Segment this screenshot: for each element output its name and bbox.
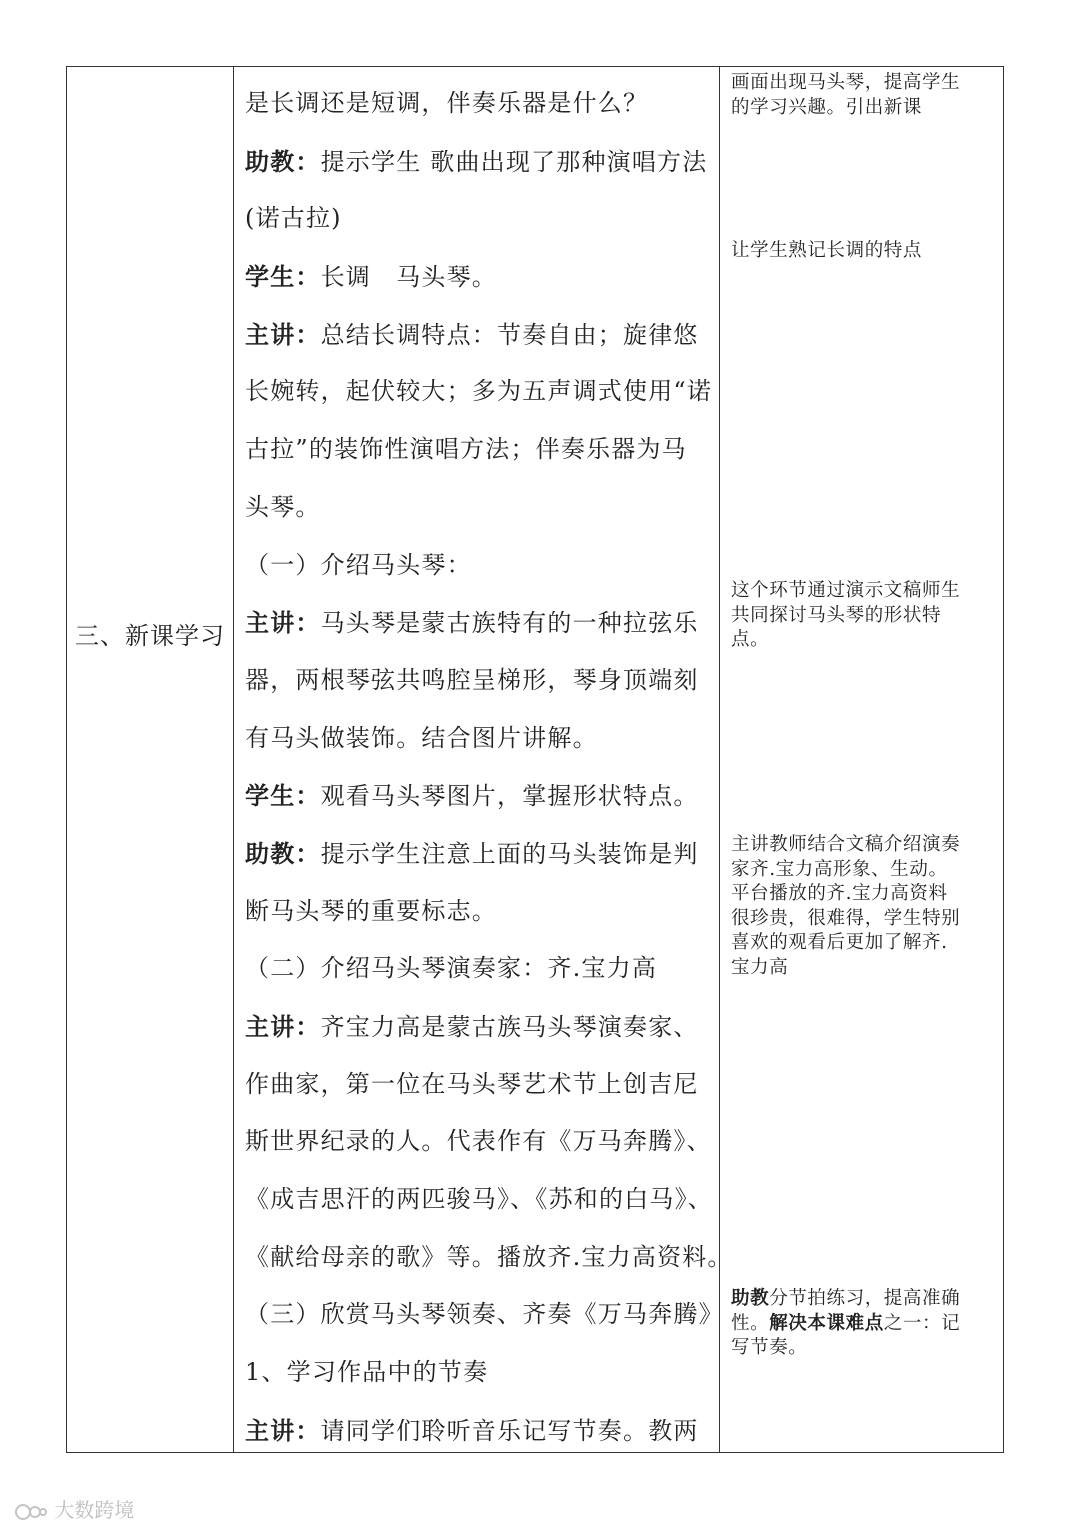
content-line	[245, 594, 715, 652]
content-text: （三）欣赏马头琴领奏、齐奏《万马奔腾》	[245, 1300, 724, 1329]
content-text: 断马头琴的重要标志。	[245, 896, 497, 925]
content-line	[245, 479, 715, 537]
content-line	[245, 190, 715, 248]
content-text: （二）介绍马头琴演奏家：齐.宝力高	[245, 954, 658, 983]
note-line	[731, 1336, 999, 1361]
speaker-label: 助教：	[245, 838, 321, 868]
content-line	[245, 767, 715, 825]
note-line: 画面出现马头琴，提高学生	[731, 72, 961, 93]
content-line	[245, 1171, 715, 1229]
content-line	[245, 421, 715, 479]
note-line	[731, 1287, 999, 1312]
content-line	[245, 652, 715, 710]
note-line: 宝力高	[731, 956, 789, 978]
note-text: 之一：记	[883, 1312, 961, 1334]
content-line	[245, 883, 715, 941]
content-line	[245, 1402, 715, 1460]
content-line	[245, 363, 715, 421]
content-text: 1、学习作品中的节奏	[245, 1358, 489, 1387]
watermark-logo-icon	[14, 1501, 48, 1523]
content-text: 请同学们聆听音乐记写节奏。教两	[320, 1416, 699, 1445]
content-line	[245, 1344, 715, 1402]
content-text: 长婉转，起伏较大；多为五声调式使用“诺	[245, 377, 713, 406]
content-line	[245, 75, 715, 133]
content-text: 是长调还是短调，伴奏乐器是什么？	[245, 89, 649, 117]
content-text: 提示学生注意上面的马头装饰是判	[320, 839, 699, 868]
content-text: 《成吉思汗的两匹骏马》、《苏和的白马》、	[245, 1185, 713, 1214]
note-1	[731, 71, 999, 120]
column-divider	[233, 67, 234, 1452]
content-text: 提示学生 歌曲出现了那种演唱方法	[320, 147, 708, 176]
note-line	[731, 1312, 999, 1337]
content-text: 斯世界纪录的人。代表作有《万马奔腾》、	[245, 1127, 712, 1156]
note-text: 分节拍练习，提高准确	[769, 1288, 961, 1309]
bold-text: 助教	[731, 1288, 770, 1309]
speaker-label: 学生：	[245, 781, 321, 811]
content-line	[245, 1229, 733, 1287]
speaker-label: 主讲：	[245, 1012, 321, 1041]
note-3	[731, 579, 999, 653]
note-4	[731, 833, 999, 980]
note-line: 平台播放的齐.宝力高资料	[731, 883, 948, 904]
content-line	[245, 998, 715, 1056]
content-text: （一）介绍马头琴：	[245, 550, 472, 579]
content-text: 齐宝力高是蒙古族马头琴演奏家、	[320, 1013, 699, 1041]
speaker-label: 主讲：	[245, 608, 321, 638]
content-text: 作曲家，第一位在马头琴艺术节上创吉尼	[245, 1069, 699, 1098]
note-line: 共同探讨马头琴的形状特	[731, 604, 942, 626]
note-line: 主讲教师结合文稿介绍演奏	[731, 834, 961, 855]
speaker-label: 主讲：	[245, 319, 321, 349]
content-text: 观看马头琴图片，掌握形状特点。	[320, 782, 699, 811]
content-line	[245, 248, 715, 306]
note-2	[731, 239, 999, 264]
note-line: 很珍贵，很难得，学生特别	[731, 907, 961, 929]
note-line: 让学生熟记长调的特点	[731, 240, 923, 261]
lesson-plan-table	[66, 66, 1004, 1453]
note-text: 性。	[731, 1312, 770, 1334]
note-text: 写节奏。	[731, 1337, 808, 1358]
content-text: 马头琴是蒙古族特有的一种拉弦乐	[320, 609, 699, 638]
note-line: 点。	[731, 629, 770, 650]
content-line	[245, 133, 715, 191]
content-text: 有马头做装饰。结合图片讲解。	[245, 723, 598, 752]
watermark-text: 大数跨境	[54, 1498, 135, 1522]
content-line	[245, 306, 715, 364]
content-line	[245, 537, 715, 595]
watermark	[14, 1494, 134, 1523]
content-text: 古拉”的装饰性演唱方法；伴奏乐器为马	[245, 435, 687, 464]
content-line	[245, 710, 715, 768]
content-text: 长调 马头琴。	[320, 263, 498, 292]
stage-label: 三、新课学习	[75, 622, 225, 650]
content-text: 总结长调特点：节奏自由；旋律悠	[320, 320, 699, 349]
bold-text: 解决本课难点	[769, 1312, 884, 1334]
content-text: 器，两根琴弦共鸣腔呈梯形，琴身顶端刻	[245, 665, 699, 694]
note-5	[731, 1287, 999, 1361]
speaker-label: 助教：	[245, 146, 321, 176]
content-line	[245, 1113, 715, 1171]
main-content-column	[245, 75, 733, 1460]
content-line	[245, 1056, 715, 1114]
content-line	[245, 825, 715, 883]
content-text: (诺古拉)	[245, 204, 342, 233]
speaker-label: 学生：	[245, 262, 321, 292]
note-line: 这个环节通过演示文稿师生	[731, 580, 961, 601]
content-line	[245, 940, 715, 998]
speaker-label: 主讲：	[245, 1415, 321, 1445]
content-line	[245, 1286, 724, 1344]
note-line: 家齐.宝力高形象、生动。	[731, 858, 948, 880]
content-text: 《献给母亲的歌》等。播放齐.宝力高资料。	[245, 1242, 733, 1271]
note-line: 喜欢的观看后更加了解齐.	[731, 932, 948, 953]
content-text: 头琴。	[245, 492, 321, 521]
note-line: 的学习兴趣。引出新课	[731, 96, 923, 118]
